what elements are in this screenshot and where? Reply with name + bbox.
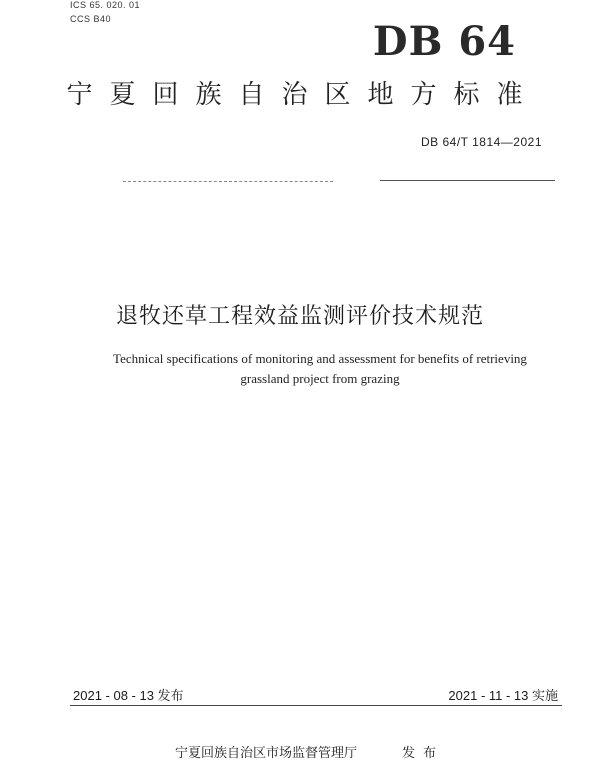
ics-code: ICS 65. 020. 01: [70, 0, 141, 10]
publisher-name: 宁夏回族自治区市场监督管理厅: [175, 746, 358, 761]
standard-type-heading: 宁夏回族自治区地方标准: [66, 80, 540, 110]
implementation-date: 2021 - 11 - 13 实施: [448, 688, 558, 703]
publish-label: 发布: [402, 746, 445, 761]
ccs-code: CCS B40: [70, 14, 112, 24]
title-en-line-1: Technical specifications of monitoring and assessment for benefits of retrieving: [113, 351, 527, 366]
header-divider-left: [123, 181, 333, 182]
header-divider-right: [380, 180, 555, 181]
title-en-line-2: grassland project from grazing: [240, 371, 400, 386]
document-title-cn: 退牧还草工程效益监测评价技术规范: [115, 304, 484, 329]
footer-divider: [70, 705, 562, 706]
standard-number: DB 64/T 1814—2021: [420, 135, 542, 149]
document-title-en: [40, 349, 600, 389]
db-logo: DB 64: [372, 18, 516, 65]
issue-date: 2021 - 08 - 13 发布: [73, 688, 184, 703]
